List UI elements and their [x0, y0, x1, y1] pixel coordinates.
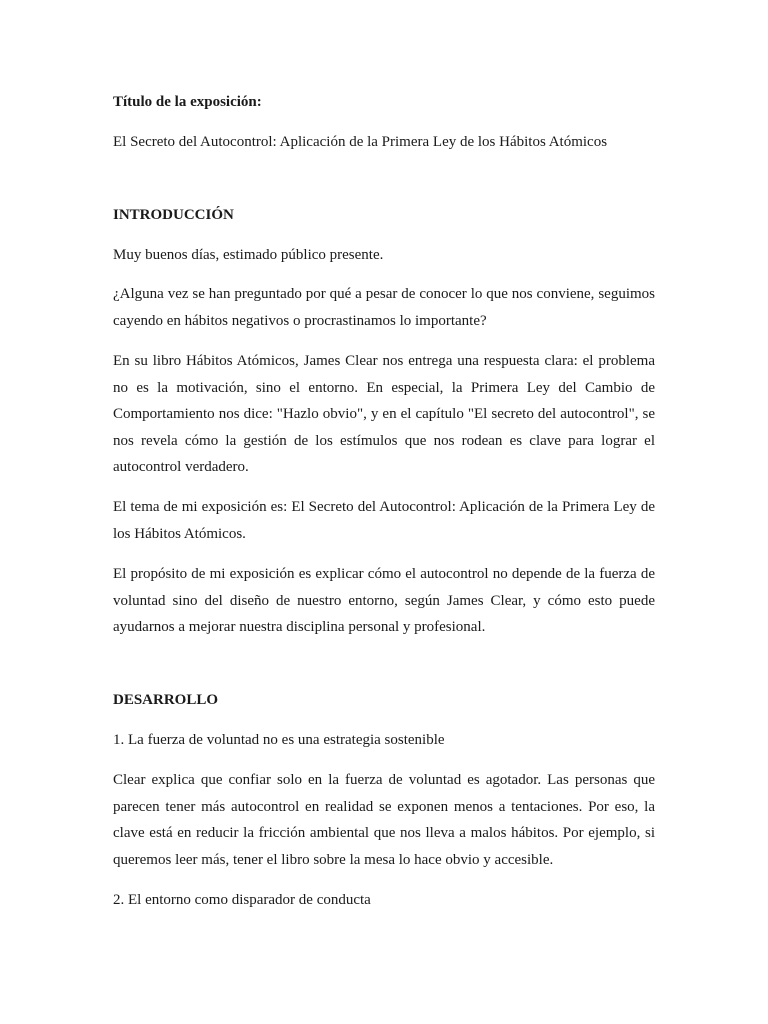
- introduccion-heading: INTRODUCCIÓN: [113, 207, 234, 223]
- desarrollo-heading: DESARROLLO: [113, 692, 219, 708]
- desarrollo-subheading-1: 1. La fuerza de voluntad no es una estrategia sostenible: [113, 732, 445, 748]
- intro-purpose: El propósito de mi exposición es explicar cómo el autocontrol no depende de la fuerza de voluntad sino del diseño de nuestro entorno, según James Clear, y cómo esto puede ayudarnos a mejorar nuestra disciplina personal y profesional.: [113, 566, 655, 636]
- intro-topic: El tema de mi exposición es: El Secreto del Autocontrol: Aplicación de la Primera Ley de los Hábitos Atómicos.: [113, 499, 655, 542]
- intro-question: ¿Alguna vez se han preguntado por qué a pesar de conocer lo que nos conviene, seguimos cayendo en hábitos negativos o procrastinamos lo importante?: [113, 286, 655, 329]
- intro-context: En su libro Hábitos Atómicos, James Clear nos entrega una respuesta clara: el problema no es la motivación, sino el entorno. En especial, la Primera Ley del Cambio de Comportamiento nos dice: "Hazlo obvio", y en el capítulo "El secreto del autocontrol", se nos revela cómo la gestión de los estímulos que nos rodean es clave para lograr el autocontrol verdadero.: [113, 353, 655, 476]
- title-label: Título de la exposición:: [113, 94, 262, 110]
- desarrollo-paragraph-1: Clear explica que confiar solo en la fuerza de voluntad es agotador. Las personas que parecen tener más autocontrol en realidad se exponen menos a tentaciones. Por eso, la clave está en reducir la fricción ambiental que nos lleva a malos hábitos. Por ejemplo, si queremos leer más, tener el libro sobre la mesa lo hace obvio y accesible.: [113, 772, 655, 868]
- exposition-title: El Secreto del Autocontrol: Aplicación de la Primera Ley de los Hábitos Atómicos: [113, 134, 608, 150]
- intro-greeting: Muy buenos días, estimado público presente.: [113, 247, 384, 263]
- desarrollo-subheading-2: 2. El entorno como disparador de conducta: [113, 892, 371, 908]
